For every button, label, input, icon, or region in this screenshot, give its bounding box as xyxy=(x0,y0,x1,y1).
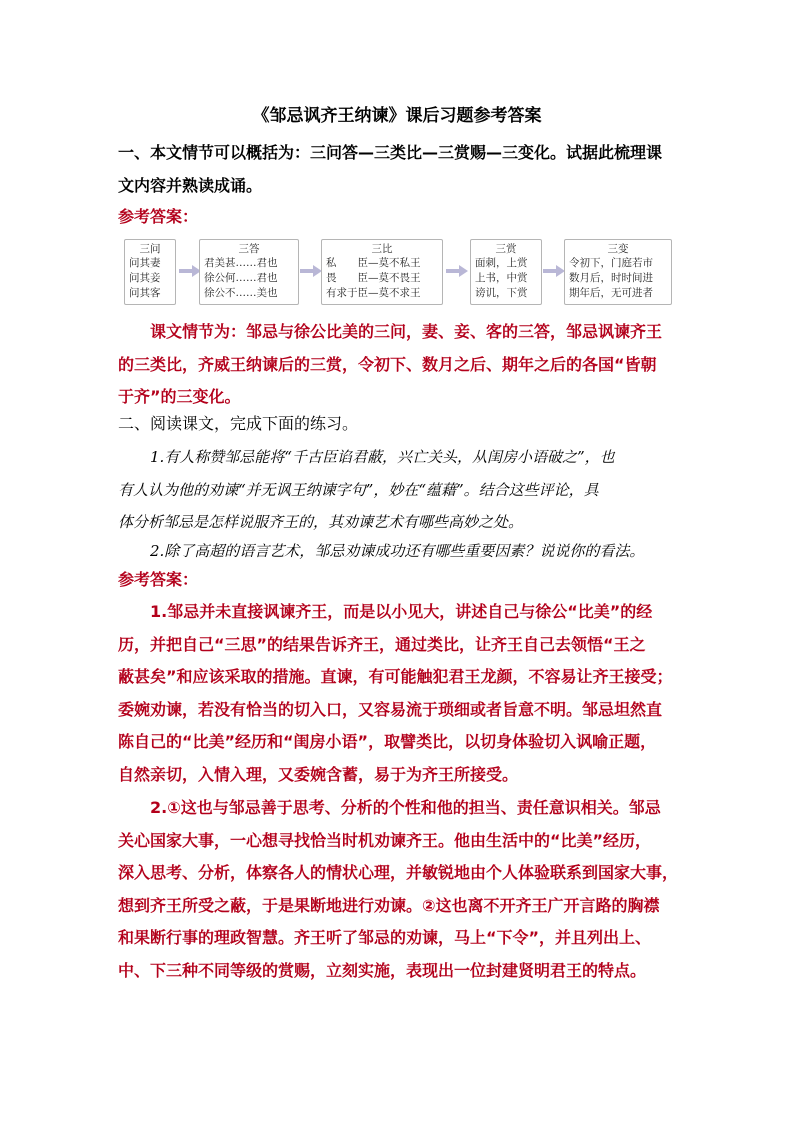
diagram-box-line: 令初下，门庭若市 xyxy=(569,257,653,269)
arrow-right-icon xyxy=(543,265,565,277)
diagram-box-line: 问其妻 xyxy=(129,257,161,269)
diagram-box-line: 君美甚……君也 xyxy=(204,257,278,269)
answer-2-line: 和果断行事的理政智慧。齐王听了邹忌的劝谏，马上“下令”，并且列出上、 xyxy=(118,928,652,948)
answer-2 xyxy=(118,792,678,988)
answer-1-line: 蔽甚矣”和应该采取的措施。直谏，有可能触犯君王龙颜，不容易让齐王接受； xyxy=(118,667,673,687)
answer-2-line: 2.①这也与邹忌善于思考、分析的个性和他的担当、责任意识相关。邹忌 xyxy=(150,798,661,817)
diagram-box-head: 三比 xyxy=(371,243,393,255)
diagram-box-head: 三答 xyxy=(238,243,260,255)
diagram-box-line: 问其妾 xyxy=(129,272,161,284)
diagram-box-line: 问其客 xyxy=(129,287,161,299)
diagram-box-head: 三问 xyxy=(139,243,161,255)
answer-1-line: 历，并把自己“三思”的结果告诉齐王，通过类比，让齐王自己去领悟“王之 xyxy=(118,634,646,654)
section1-answer-label: 参考答案： xyxy=(118,207,199,226)
diagram-box-changes xyxy=(564,239,672,305)
diagram-box-line: 徐公何……君也 xyxy=(204,272,278,284)
diagram-box-line: 面刺，上赏 xyxy=(475,257,528,269)
diagram-box-answers xyxy=(199,239,299,305)
answer-1 xyxy=(118,596,678,792)
diagram-box-line: 上书，中赏 xyxy=(475,272,528,284)
question-1-line-1: 1.有人称赞邹忌能将“千古臣谄君蔽，兴亡关头，从闺房小语破之”，也 xyxy=(150,448,615,466)
diagram-box-line: 私 臣—莫不私王 xyxy=(326,257,421,269)
diagram-box-line: 有求于臣—莫不求王 xyxy=(326,287,421,299)
answer-2-line: 深入思考、分析，体察各人的情状心理，并敏锐地由个人体验联系到国家大事， xyxy=(118,863,679,883)
arrow-right-icon xyxy=(179,265,201,277)
arrow-right-icon xyxy=(446,265,468,277)
diagram-box-head: 三变 xyxy=(607,243,629,255)
answer-2-line: 想到齐王所受之蔽，于是果断地进行劝谏。②这也离不开齐王广开言路的胸襟 xyxy=(118,895,660,915)
document-title: 《邹忌讽齐王纳谏》课后习题参考答案 xyxy=(252,106,542,126)
section1-question xyxy=(118,137,678,202)
diagram-box-line: 徐公不……美也 xyxy=(204,287,278,299)
answer-1-line: 陈自己的“比美”经历和“闺房小语”，取譬类比，以切身体验切入讽喻正题， xyxy=(118,732,657,752)
answer-2-line: 中、下三种不同等级的赏赐，立刻实施，表现出一位封建贤明君王的特点。 xyxy=(118,960,647,980)
section2-heading: 二、阅读课文，完成下面的练习。 xyxy=(118,414,359,433)
diagram-box-analogies xyxy=(321,239,443,305)
answer-2-line: 关心国家大事，一心想寻找恰当时机劝谏齐王。他由生活中的“比美”经历， xyxy=(118,830,652,850)
section1-line-1: 一、本文情节可以概括为：三问答—三类比—三赏赐—三变化。试据此梳理课 xyxy=(118,143,663,162)
diagram-box-questions xyxy=(124,239,176,305)
diagram-box-rewards xyxy=(470,239,542,305)
plot-summary xyxy=(118,316,678,414)
answer-1-line: 自然亲切，入情入理，又委婉含蓄，易于为齐王所接受。 xyxy=(118,764,519,784)
summary-line-2: 的三类比，齐威王纳谏后的三赏，令初下、数月之后、期年之后的各国“皆朝 xyxy=(118,354,657,374)
diagram-box-line: 期年后，无可进者 xyxy=(569,287,653,299)
section1-line-2: 文内容并熟读成诵。 xyxy=(118,175,263,195)
exercise-question-1 xyxy=(118,441,678,539)
question-1-line-2: 有人认为他的劝谏“并无讽王纳谏字句”，妙在“蕴藉”。结合这些评论，具 xyxy=(118,480,599,499)
answer-1-line: 1.邹忌并未直接讽谏齐王，而是以小见大，讲述自己与徐公“比美”的经 xyxy=(150,602,653,621)
summary-line-3: 于齐”的三变化。 xyxy=(118,387,241,407)
summary-line-1: 课文情节为：邹忌与徐公比美的三问，妻、妾、客的三答，邹忌讽谏齐王 xyxy=(150,322,663,341)
plot-flow-diagram xyxy=(124,239,672,305)
diagram-box-head: 三赏 xyxy=(495,243,517,255)
diagram-box-line: 畏 臣—莫不畏王 xyxy=(326,272,421,284)
diagram-box-line: 谤讥，下赏 xyxy=(475,287,528,299)
answer-1-line: 委婉劝谏，若没有恰当的切入口，又容易流于琐细或者旨意不明。邹忌坦然直 xyxy=(118,699,663,719)
section2-answer-label: 参考答案： xyxy=(118,570,199,589)
diagram-box-line: 数月后，时时间进 xyxy=(569,272,653,284)
question-1-line-3: 体分析邹忌是怎样说服齐王的，其劝谏艺术有哪些高妙之处。 xyxy=(118,513,524,532)
exercise-question-2: 2.除了高超的语言艺术，邹忌劝谏成功还有哪些重要因素？说说你的看法。 xyxy=(150,542,645,560)
arrow-right-icon xyxy=(300,265,322,277)
